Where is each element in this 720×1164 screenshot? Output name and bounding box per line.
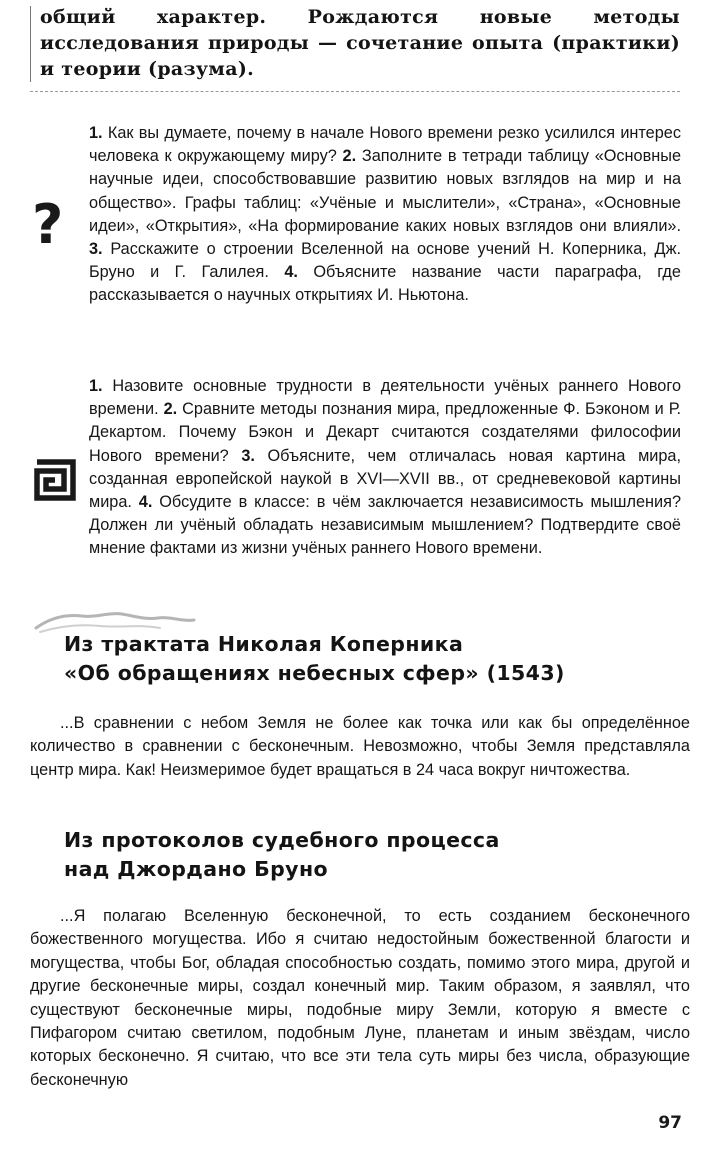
task-1-text: Назовите основные трудности в деятельности учёных раннего Нового времени. (89, 377, 681, 419)
source-1-body: ...В сравнении с небом Земля не более как точка или как бы определённое количество в сравнении с бесконечным. Невозможно, чтобы Земля представляла центр мира. Как! Неизмеримое будет вращаться в 24 часа вокруг ничтожества. (30, 714, 690, 779)
question-2-text: Заполните в тетради таблицу «Основные научные идеи, способствовавшие развитию новых взглядов на мир и на общество». Графы таблиц: «Учёные и мыслители», «Страна», «Основные идеи», «Открытия», «На формирование каких новых взглядов они влияли». (89, 147, 681, 235)
source-2-title-line-1: Из протоколов судебного процесса (64, 828, 500, 852)
question-2-number: 2. (342, 147, 357, 166)
margin-rule (30, 6, 31, 82)
task-2-number: 2. (163, 400, 178, 419)
question-mark-icon: ? (32, 193, 64, 256)
question-3-number: 3. (89, 240, 103, 259)
source-2-title-line-2: над Джордано Бруно (64, 857, 328, 881)
source-2-body: ...Я полагаю Вселенную бесконечной, то есть созданием бесконечного божественного могущества. Ибо я считаю недостойным божественной благости и могущества, чтобы Бог, обладая способностью создать, помимо этого мира, другой и другие бесконечные миры, создал конечный мир. Таким образом, я заявлял, что существуют бесконечные миры, подобные миру Земли, которую я вместе с Пифагором считаю светилом, подобным Луне, планетам и иным звёздам, число которых бесконечно. Я считаю, что все эти тела суть миры без числа, образующие бесконечную (30, 907, 690, 1089)
source-1-title-line-1: Из трактата Николая Коперника (64, 632, 464, 656)
source-1-heading (64, 630, 565, 688)
source-2-heading (64, 826, 500, 884)
task-3-number: 3. (241, 446, 255, 465)
question-3-text: Расскажите о строении Вселенной на основе учений Н. Коперника, Дж. Бруно и Г. Галилея. (89, 240, 681, 282)
intro-paragraph: общий характер. Рождаются новые методы исследования природы — сочетание опыта (практики) и теории (разума). (40, 6, 680, 80)
task-2-text: Сравните методы познания мира, предложенные Ф. Бэконом и Р. Декартом. Почему Бэкон и Декарт считаются создателями философии Нового времени? (89, 400, 681, 465)
questions-block (89, 122, 681, 308)
section-divider (30, 91, 680, 92)
question-4-text: Объясните название части параграфа, где рассказывается о научных открытиях И. Ньютона. (89, 263, 681, 305)
task-4-text: Обсудите в классе: в чём заключается независимость мышления? Должен ли учёный обладать независимым мышлением? Подтвердите своё мнение фактами из жизни учёных раннего Нового времени. (89, 493, 681, 558)
task-4-number: 4. (138, 493, 153, 512)
meander-task-icon (34, 459, 76, 501)
source-1-title-line-2: «Об обращениях небесных сфер» (1543) (64, 661, 565, 685)
question-4-number: 4. (284, 263, 298, 282)
page-number: 97 (658, 1113, 682, 1133)
tasks-block (89, 375, 681, 561)
task-3-text: Объясните, чем отличалась новая картина мира, созданная европейской наукой в XVI—XVII вв., от средневековой картины мира. (89, 446, 681, 512)
question-1-number: 1. (89, 124, 103, 142)
question-1-text: Как вы думаете, почему в начале Нового времени резко усилился интерес человека к окружающему миру? (89, 124, 681, 166)
task-1-number: 1. (89, 377, 103, 395)
